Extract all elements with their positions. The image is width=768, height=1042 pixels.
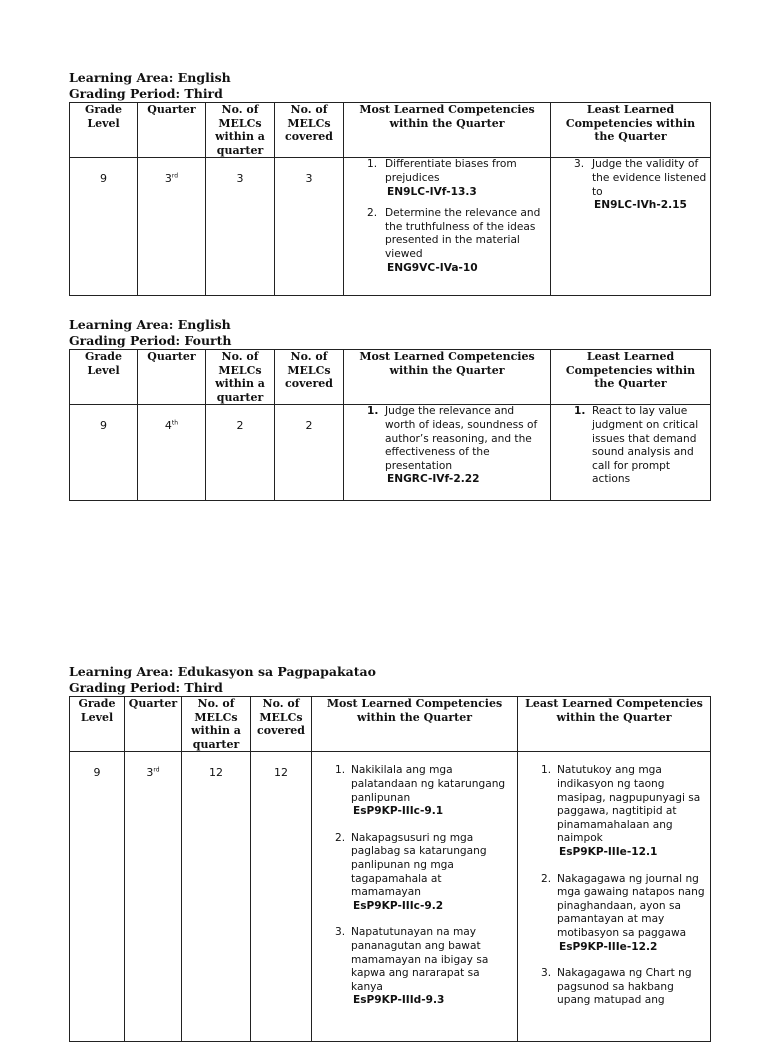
item-number: 1. [574,405,586,418]
quarter-suffix: rd [171,172,179,180]
item-number: 2. [335,831,346,844]
cell-grade: 9 [70,158,138,296]
item-text: Differentiate biases from prejudices [385,158,517,184]
item-text: Nakapagsusuri ng mga paglabag sa katarungang panlipunan ng mga tagapamahala at mamamayan [351,831,487,899]
list-item [521,764,707,859]
learning-area-heading: Learning Area: English [69,70,231,85]
item-number: 3. [541,967,552,980]
item-text: Determine the relevance and the truthfulness of the ideas presented in the material viewed [385,207,541,260]
item-text: Nakikilala ang mga palatandaan ng katarungang panlipunan [351,764,506,804]
learning-area-heading: Learning Area: English [69,317,231,332]
col-grade-level: Grade Level [70,103,138,158]
col-melcs-covered: No. of MELCs covered [275,103,344,158]
quarter-suffix: rd [153,766,160,774]
list-item [347,158,547,199]
cell-most-learned [344,405,551,501]
col-quarter: Quarter [138,103,206,158]
cell-quarter [138,405,206,501]
col-most-learned: Most Learned Competencies within the Quarter [344,350,551,405]
item-code: EsP9KP-IIIc-9.2 [353,899,444,912]
item-text: Nakagagawa ng Chart ng pagsunod sa hakbang upang matupad ang [557,967,692,1007]
item-code: EN9LC-IVh-2.15 [594,199,687,212]
section-english-fourth [69,317,711,501]
item-code: EN9LC-IVf-13.3 [387,185,477,198]
header-row [70,350,711,405]
quarter-value: 3 [164,172,172,186]
cell-covered: 12 [251,752,312,1042]
melc-table [69,349,711,501]
col-melcs-within: No. of MELCs within a quarter [182,697,251,752]
col-grade-level: Grade Level [70,350,138,405]
item-number: 1. [541,764,552,777]
cell-grade: 9 [70,752,125,1042]
item-number: 3. [574,158,585,171]
col-most-learned: Most Learned Competencies within the Quarter [312,697,518,752]
item-number: 1. [335,764,346,777]
item-code: ENG9VC-IVa-10 [387,261,478,274]
grading-period-heading: Grading Period: Third [69,86,223,101]
melc-table [69,102,711,296]
list-item [554,158,707,212]
list-item [315,926,514,1008]
cell-most-learned [344,158,551,296]
cell-grade: 9 [70,405,138,501]
item-number: 2. [541,872,552,885]
item-text: Napatutunayan na may pananagutan ang bawat mamamayan na ibigay sa kapwa ang nararapat sa kanya [351,926,489,993]
cell-quarter [138,158,206,296]
item-text: Nakagagawa ng journal ng mga gawaing natapos nang pinaghandaan, ayon sa pamantayan at may motibasyon sa paggawa [557,872,705,939]
col-grade-level: Grade Level [70,697,125,752]
item-number: 3. [335,926,346,939]
list-item [554,405,707,487]
cell-least-learned [551,405,711,501]
table-row [70,752,711,1042]
cell-within: 12 [182,752,251,1042]
table-row [70,405,711,501]
list-item [521,967,707,1008]
item-code: EsP9KP-IIIc-9.1 [353,805,444,818]
item-number: 1. [367,405,379,418]
quarter-suffix: th [171,419,179,427]
cell-within: 2 [206,405,275,501]
cell-covered: 2 [275,405,344,501]
list-item [315,832,514,914]
list-item [521,873,707,955]
list-item [347,207,547,275]
cell-within: 3 [206,158,275,296]
section-esp-third [69,664,711,1042]
item-text: React to lay value judgment on critical issues that demand sound analysis and call for prompt actions [592,405,699,486]
item-number: 2. [367,207,378,220]
item-text: Natutukoy ang mga indikasyon ng taong masipag, nagpupunyagi sa paggawa, nagtitipid at pinamamahalaan ang naimpok [557,764,701,845]
cell-covered: 3 [275,158,344,296]
header-row [70,697,711,752]
item-text: Judge the validity of the evidence listened to [592,158,707,198]
item-code: EsP9KP-IIIe-12.2 [559,940,658,953]
table-row [70,158,711,296]
col-melcs-covered: No. of MELCs covered [251,697,312,752]
cell-least-learned [518,752,711,1042]
col-quarter: Quarter [138,350,206,405]
col-melcs-within: No. of MELCs within a quarter [206,350,275,405]
cell-least-learned [551,158,711,296]
item-number: 1. [367,158,378,171]
col-least-learned: Least Learned Competencies within the Quarter [551,350,711,405]
col-least-learned: Least Learned Competencies within the Quarter [551,103,711,158]
grading-period-heading: Grading Period: Fourth [69,333,232,348]
col-melcs-within: No. of MELCs within a quarter [206,103,275,158]
item-code: EsP9KP-IIId-9.3 [353,994,445,1007]
header-row [70,103,711,158]
section-english-third [69,70,711,296]
melc-table [69,696,711,1042]
learning-area-heading: Learning Area: Edukasyon sa Pagpapakatao [69,664,376,679]
quarter-value: 3 [146,766,154,780]
quarter-value: 4 [164,419,172,433]
list-item [315,764,514,818]
col-most-learned: Most Learned Competencies within the Quarter [344,103,551,158]
item-code: ENGRC-IVf-2.22 [387,473,480,486]
col-melcs-covered: No. of MELCs covered [275,350,344,405]
item-code: EsP9KP-IIIe-12.1 [559,845,658,858]
cell-most-learned [312,752,518,1042]
grading-period-heading: Grading Period: Third [69,680,223,695]
list-item [347,405,547,487]
cell-quarter [125,752,182,1042]
col-least-learned: Least Learned Competencies within the Quarter [518,697,711,752]
item-text: Judge the relevance and worth of ideas, soundness of author’s reasoning, and the effectiveness of the presentation [385,405,538,472]
col-quarter: Quarter [125,697,182,752]
